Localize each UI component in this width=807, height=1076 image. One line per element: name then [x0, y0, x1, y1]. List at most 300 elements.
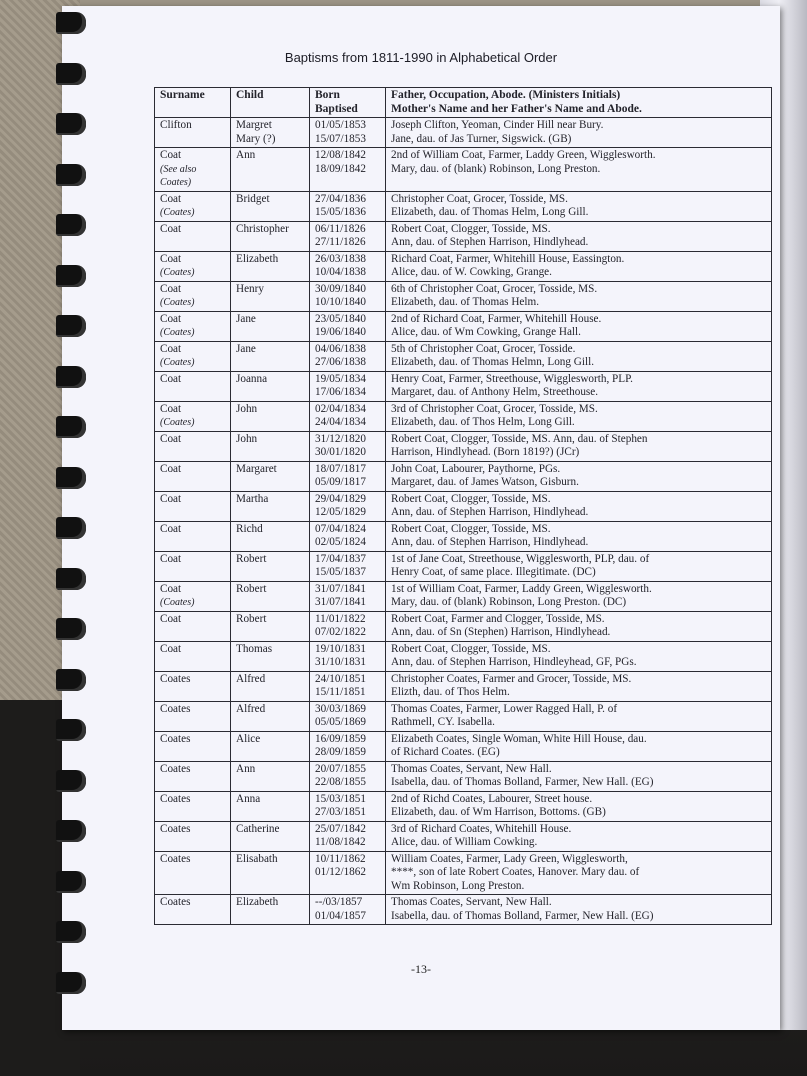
- born-date: 19/10/1831: [315, 642, 366, 655]
- document-page: [62, 6, 780, 1030]
- page-number: -13-: [411, 962, 431, 976]
- table-row: [155, 895, 772, 925]
- cell-surname: [155, 701, 231, 731]
- baptised-date: 27/03/1851: [315, 806, 366, 818]
- parents-detail-line: Elizth, dau. of Thos Helm.: [391, 686, 510, 698]
- binding-ring: [56, 416, 86, 438]
- baptised-date: 07/02/1822: [315, 626, 366, 638]
- baptised-date: 02/05/1824: [315, 536, 366, 548]
- born-date: 10/11/1862: [315, 852, 366, 865]
- cell-parents: [386, 191, 772, 221]
- cell-dates: [310, 311, 386, 341]
- cell-child: [231, 341, 310, 371]
- baptised-date: 11/08/1842: [315, 836, 366, 848]
- cell-child: [231, 701, 310, 731]
- surname-text: Coates: [160, 672, 191, 685]
- cell-parents: [386, 491, 772, 521]
- cell-parents: [386, 641, 772, 671]
- parents-detail-line: 2nd of William Coat, Farmer, Laddy Green, Wigglesworth.: [391, 149, 656, 161]
- surname-text: Coates: [160, 822, 191, 835]
- surname-note: (Coates): [160, 417, 195, 428]
- baptised-date: 18/09/1842: [315, 162, 366, 175]
- parents-detail-line: Isabella, dau. of Thomas Bolland, Farmer, New Hall. (EG): [391, 909, 654, 922]
- child-name: Henry: [236, 282, 264, 295]
- cell-dates: [310, 281, 386, 311]
- cell-parents: [386, 251, 772, 281]
- cell-child: [231, 641, 310, 671]
- parents-detail-line: Elizabeth, dau. of Wm Harrison, Bottoms. (GB): [391, 806, 606, 818]
- child-name: Joanna: [236, 372, 268, 385]
- parents-detail-line: Joseph Clifton, Yeoman, Cinder Hill near Bury.: [391, 119, 604, 131]
- surname-note: (Coates): [160, 357, 195, 368]
- binding-ring: [56, 669, 86, 691]
- header-child: Child: [231, 88, 310, 118]
- parents-detail-line: 3rd of Christopher Coat, Grocer, Tosside, MS.: [391, 402, 598, 415]
- cell-child: [231, 371, 310, 401]
- child-name: John: [236, 402, 258, 415]
- table-row: [155, 521, 772, 551]
- born-date: 25/07/1842: [315, 822, 366, 835]
- header-mother-line: Mother's Name and her Father's Name and Abode.: [391, 102, 642, 115]
- cell-dates: [310, 341, 386, 371]
- baptised-date: 30/01/1820: [315, 446, 366, 458]
- cell-child: [231, 551, 310, 581]
- child-name: Jane: [236, 342, 256, 355]
- cell-parents: [386, 701, 772, 731]
- baptised-date: 15/05/1837: [315, 566, 366, 578]
- cell-dates: [310, 491, 386, 521]
- binding-ring: [56, 164, 86, 186]
- born-date: 26/03/1838: [315, 252, 366, 265]
- cell-surname: [155, 611, 231, 641]
- table-row: [155, 641, 772, 671]
- binding-ring: [56, 517, 86, 539]
- parents-detail-line: Robert Coat, Clogger, Tosside, MS.: [391, 642, 551, 655]
- cell-parents: [386, 221, 772, 251]
- cell-dates: [310, 401, 386, 431]
- cell-child: [231, 671, 310, 701]
- born-date: --/03/1857: [315, 896, 363, 908]
- born-date: 16/09/1859: [315, 732, 366, 745]
- parents-detail-line: Ann, dau. of Stephen Harrison, Hindlyhead.: [391, 236, 589, 248]
- born-date: 18/07/1817: [315, 462, 366, 475]
- born-date: 01/05/1853: [315, 119, 366, 131]
- parents-detail-line: Thomas Coates, Servant, New Hall.: [391, 762, 552, 775]
- table-row: [155, 118, 772, 148]
- parents-detail-line: Jane, dau. of Jas Turner, Sigswick. (GB): [391, 132, 572, 145]
- baptised-date: 15/11/1851: [315, 686, 366, 698]
- cell-child: [231, 895, 310, 925]
- born-date: 30/09/1840: [315, 282, 366, 295]
- born-date: 12/08/1842: [315, 149, 366, 161]
- header-surname: Surname: [155, 88, 231, 118]
- binding-ring: [56, 770, 86, 792]
- cell-dates: [310, 148, 386, 192]
- surname-text: Coat: [160, 402, 182, 415]
- child-name: Elizabeth: [236, 896, 279, 908]
- parents-detail-line: Henry Coat, Farmer, Streethouse, Wigglesworth, PLP.: [391, 372, 633, 385]
- parents-detail-line: Mary, dau. of (blank) Robinson, Long Preston. (DC): [391, 596, 627, 608]
- child-name: Bridget: [236, 192, 270, 205]
- cell-child: [231, 851, 310, 895]
- baptised-date: 28/09/1859: [315, 746, 366, 758]
- parents-detail-line: Alice, dau. of William Cowking.: [391, 836, 538, 848]
- cell-parents: [386, 148, 772, 192]
- baptised-date: 01/04/1857: [315, 909, 366, 922]
- parents-detail-line: Robert Coat, Clogger, Tosside, MS.: [391, 222, 551, 235]
- parents-detail-line: 1st of William Coat, Farmer, Laddy Green, Wigglesworth.: [391, 582, 652, 595]
- binding-ring: [56, 871, 86, 893]
- header-born-baptised: [310, 88, 386, 118]
- surname-text: Coat: [160, 522, 182, 535]
- child-name: Richd: [236, 522, 263, 535]
- cell-child: [231, 431, 310, 461]
- cell-child: [231, 118, 310, 148]
- table-row: [155, 251, 772, 281]
- parents-detail-line: Elizabeth Coates, Single Woman, White Hill House, dau.: [391, 732, 647, 745]
- parents-detail-line: Harrison, Hindlyhead. (Born 1819?) (JCr): [391, 446, 580, 458]
- cell-surname: [155, 281, 231, 311]
- surname-note: (Coates): [160, 327, 195, 338]
- born-date: 20/07/1855: [315, 762, 366, 775]
- header-baptised: Baptised: [315, 102, 358, 115]
- parents-detail-line: Christopher Coat, Grocer, Tosside, MS.: [391, 192, 568, 205]
- child-name: Anna: [236, 792, 261, 805]
- parents-detail-line: ****, son of late Robert Coates, Hanover. Mary dau. of: [391, 866, 640, 878]
- born-date: 07/04/1824: [315, 522, 366, 535]
- surname-text: Coat: [160, 372, 182, 385]
- parents-detail-line: Alice, dau. of Wm Cowking, Grange Hall.: [391, 326, 581, 338]
- parents-detail-line: Elizabeth, dau. of Thomas Helm, Long Gill.: [391, 206, 589, 218]
- cell-surname: [155, 191, 231, 221]
- cell-surname: [155, 895, 231, 925]
- cell-surname: [155, 641, 231, 671]
- cell-surname: [155, 148, 231, 192]
- baptised-date: 01/12/1862: [315, 866, 366, 878]
- cell-surname: [155, 118, 231, 148]
- cell-parents: [386, 895, 772, 925]
- child-name: Alfred: [236, 672, 266, 685]
- parents-detail-line: Robert Coat, Farmer and Clogger, Tosside, MS.: [391, 612, 605, 625]
- parents-detail-line: Wm Robinson, Long Preston.: [391, 879, 525, 892]
- table-row: [155, 551, 772, 581]
- cell-dates: [310, 611, 386, 641]
- spiral-binding: [56, 10, 92, 1030]
- header-parents: [386, 88, 772, 118]
- cell-parents: [386, 281, 772, 311]
- cell-surname: [155, 311, 231, 341]
- cell-parents: [386, 371, 772, 401]
- parents-detail-line: Elizabeth, dau. of Thomas Helmn, Long Gill.: [391, 356, 594, 368]
- cell-dates: [310, 761, 386, 791]
- baptised-date: 15/05/1836: [315, 206, 366, 218]
- child-name: Elisabath: [236, 852, 278, 865]
- surname-text: Coat: [160, 312, 182, 325]
- born-date: 31/12/1820: [315, 432, 366, 445]
- cell-parents: [386, 521, 772, 551]
- surname-note: (Coates): [160, 207, 195, 218]
- cell-surname: [155, 221, 231, 251]
- cell-dates: [310, 701, 386, 731]
- baptised-date: 05/05/1869: [315, 716, 366, 728]
- binding-ring: [56, 315, 86, 337]
- child-name: Alfred: [236, 702, 266, 715]
- header-father-line: Father, Occupation, Abode. (Ministers Initials): [391, 89, 621, 101]
- cell-parents: [386, 431, 772, 461]
- cell-dates: [310, 251, 386, 281]
- surname-text: Coat: [160, 612, 182, 625]
- born-date: 24/10/1851: [315, 672, 366, 685]
- table-row: [155, 701, 772, 731]
- baptised-date: 19/06/1840: [315, 326, 366, 338]
- cell-parents: [386, 401, 772, 431]
- parents-detail-line: Mary, dau. of (blank) Robinson, Long Preston.: [391, 162, 601, 175]
- born-date: 23/05/1840: [315, 312, 366, 325]
- table-row: [155, 581, 772, 611]
- cell-surname: [155, 491, 231, 521]
- cell-child: [231, 611, 310, 641]
- cell-child: [231, 521, 310, 551]
- parents-detail-line: Christopher Coates, Farmer and Grocer, Tosside, MS.: [391, 672, 632, 685]
- cell-surname: [155, 521, 231, 551]
- cell-dates: [310, 551, 386, 581]
- baptised-date: 10/04/1838: [315, 266, 366, 278]
- surname-text: Coat: [160, 252, 182, 265]
- table-row: [155, 821, 772, 851]
- surname-text: Coat: [160, 432, 182, 445]
- child-name: Margaret: [236, 462, 277, 475]
- binding-ring: [56, 366, 86, 388]
- baptised-date: 27/11/1826: [315, 236, 366, 248]
- child-name: Ann: [236, 762, 256, 775]
- baptised-date: 24/04/1834: [315, 416, 366, 428]
- child-name: Jane: [236, 312, 256, 325]
- cell-surname: [155, 851, 231, 895]
- surname-text: Coates: [160, 852, 191, 865]
- surname-text: Coat: [160, 222, 182, 235]
- parents-detail-line: Margaret, dau. of James Watson, Gisburn.: [391, 476, 579, 488]
- cell-child: [231, 191, 310, 221]
- parents-detail-line: 6th of Christopher Coat, Grocer, Tosside, MS.: [391, 282, 598, 295]
- born-date: 06/11/1826: [315, 222, 366, 235]
- parents-detail-line: Ann, dau. of Stephen Harrison, Hindlyhead.: [391, 506, 589, 518]
- parents-detail-line: John Coat, Labourer, Paythorne, PGs.: [391, 462, 561, 475]
- parents-detail-line: Henry Coat, of same place. Illegitimate. (DC): [391, 566, 596, 578]
- cell-parents: [386, 851, 772, 895]
- cell-child: [231, 761, 310, 791]
- binding-ring: [56, 618, 86, 640]
- cell-parents: [386, 341, 772, 371]
- binding-ring: [56, 113, 86, 135]
- binding-ring: [56, 214, 86, 236]
- cell-surname: [155, 251, 231, 281]
- surname-text: Coat: [160, 552, 182, 565]
- surname-note: (See also Coates): [160, 163, 197, 188]
- binding-ring: [56, 12, 86, 34]
- born-date: 19/05/1834: [315, 372, 366, 385]
- cell-dates: [310, 895, 386, 925]
- born-date: 04/06/1838: [315, 342, 366, 355]
- born-date: 02/04/1834: [315, 402, 366, 415]
- cell-surname: [155, 461, 231, 491]
- cell-child: [231, 821, 310, 851]
- baptised-date: 15/07/1853: [315, 132, 366, 145]
- cell-parents: [386, 761, 772, 791]
- baptised-date: 17/06/1834: [315, 386, 366, 398]
- surname-text: Coates: [160, 896, 191, 908]
- table-row: [155, 311, 772, 341]
- binding-ring: [56, 568, 86, 590]
- born-date: 17/04/1837: [315, 552, 366, 565]
- cell-surname: [155, 791, 231, 821]
- baptised-date: 22/08/1855: [315, 776, 366, 788]
- table-row: [155, 221, 772, 251]
- cell-parents: [386, 311, 772, 341]
- parents-detail-line: Robert Coat, Clogger, Tosside, MS.: [391, 522, 551, 535]
- surname-text: Clifton: [160, 119, 192, 131]
- table-row: [155, 401, 772, 431]
- cell-parents: [386, 611, 772, 641]
- child-name: Ann: [236, 149, 256, 161]
- parents-detail-line: Rathmell, CY. Isabella.: [391, 716, 495, 728]
- table-row: [155, 148, 772, 192]
- table-row: [155, 461, 772, 491]
- parents-detail-line: Margaret, dau. of Anthony Helm, Streethouse.: [391, 386, 599, 398]
- baptised-date: 05/09/1817: [315, 476, 366, 488]
- baptised-date: 31/10/1831: [315, 656, 366, 668]
- cell-surname: [155, 401, 231, 431]
- cell-child: [231, 148, 310, 192]
- table-row: [155, 281, 772, 311]
- surname-text: Coat: [160, 462, 182, 475]
- surname-text: Coates: [160, 762, 191, 775]
- cell-parents: [386, 821, 772, 851]
- binding-ring: [56, 719, 86, 741]
- parents-detail-line: 3rd of Richard Coates, Whitehill House.: [391, 822, 572, 835]
- parents-detail-line: Ann, dau. of Stephen Harrison, Hindlyhead.: [391, 536, 589, 548]
- cell-surname: [155, 431, 231, 461]
- born-date: 27/04/1836: [315, 192, 366, 205]
- surname-text: Coat: [160, 149, 182, 161]
- header-born: Born: [315, 89, 340, 101]
- parents-detail-line: Elizabeth, dau. of Thomas Helm.: [391, 296, 539, 308]
- cell-surname: [155, 731, 231, 761]
- surname-note: (Coates): [160, 267, 195, 278]
- cell-dates: [310, 521, 386, 551]
- parents-detail-line: Richard Coat, Farmer, Whitehill House, Eassington.: [391, 252, 625, 265]
- baptised-date: 31/07/1841: [315, 596, 366, 608]
- cell-dates: [310, 731, 386, 761]
- table-row: [155, 791, 772, 821]
- surname-text: Coat: [160, 582, 182, 595]
- surname-text: Coat: [160, 342, 182, 355]
- child-name: Robert: [236, 552, 267, 565]
- binding-ring: [56, 921, 86, 943]
- child-name: Christopher: [236, 222, 289, 235]
- table-header-row: [155, 88, 772, 118]
- cell-dates: [310, 791, 386, 821]
- parents-detail-line: Isabella, dau. of Thomas Bolland, Farmer, New Hall. (EG): [391, 776, 654, 788]
- cell-surname: [155, 581, 231, 611]
- born-date: 15/03/1851: [315, 792, 366, 805]
- table-row: [155, 491, 772, 521]
- child-second-name: Mary (?): [236, 132, 276, 145]
- surname-text: Coates: [160, 732, 191, 745]
- parents-detail-line: 1st of Jane Coat, Streethouse, Wigglesworth, PLP, dau. of: [391, 552, 650, 565]
- cell-dates: [310, 851, 386, 895]
- table-row: [155, 611, 772, 641]
- child-name: Alice: [236, 732, 261, 745]
- cell-parents: [386, 791, 772, 821]
- cell-dates: [310, 671, 386, 701]
- child-name: John: [236, 432, 258, 445]
- baptised-date: 10/10/1840: [315, 296, 366, 308]
- baptised-date: 12/05/1829: [315, 506, 366, 518]
- cell-dates: [310, 118, 386, 148]
- cell-surname: [155, 671, 231, 701]
- child-name: Catherine: [236, 822, 280, 835]
- binding-ring: [56, 972, 86, 994]
- cell-dates: [310, 191, 386, 221]
- baptised-date: 27/06/1838: [315, 356, 366, 368]
- surname-note: (Coates): [160, 297, 195, 308]
- cell-child: [231, 401, 310, 431]
- parents-detail-line: 5th of Christopher Coat, Grocer, Tosside.: [391, 342, 576, 355]
- born-date: 31/07/1841: [315, 582, 366, 595]
- cell-surname: [155, 371, 231, 401]
- cell-child: [231, 461, 310, 491]
- surname-text: Coat: [160, 282, 182, 295]
- surname-text: Coates: [160, 702, 191, 715]
- table-row: [155, 671, 772, 701]
- cell-dates: [310, 641, 386, 671]
- parents-detail-line: 2nd of Richard Coat, Farmer, Whitehill House.: [391, 312, 602, 325]
- parents-detail-line: Ann, dau. of Stephen Harrison, Hindleyhead, GF, PGs.: [391, 656, 637, 668]
- table-row: [155, 341, 772, 371]
- parents-detail-line: Thomas Coates, Farmer, Lower Ragged Hall, P. of: [391, 702, 618, 715]
- born-date: 30/03/1869: [315, 702, 366, 715]
- table-body: [155, 118, 772, 925]
- cell-child: [231, 791, 310, 821]
- table-row: [155, 371, 772, 401]
- surname-text: Coat: [160, 492, 182, 505]
- born-date: 11/01/1822: [315, 612, 366, 625]
- cell-child: [231, 251, 310, 281]
- child-name: Margret: [236, 119, 272, 131]
- cell-child: [231, 281, 310, 311]
- table-row: [155, 761, 772, 791]
- parents-detail-line: Elizabeth, dau. of Thos Helm, Long Gill.: [391, 416, 575, 428]
- child-name: Robert: [236, 612, 267, 625]
- child-name: Elizabeth: [236, 252, 279, 265]
- born-date: 29/04/1829: [315, 492, 366, 505]
- cell-dates: [310, 461, 386, 491]
- child-name: Thomas: [236, 642, 273, 655]
- table-row: [155, 731, 772, 761]
- cell-dates: [310, 221, 386, 251]
- child-name: Martha: [236, 492, 269, 505]
- cell-child: [231, 221, 310, 251]
- cell-surname: [155, 341, 231, 371]
- cell-child: [231, 581, 310, 611]
- cell-parents: [386, 581, 772, 611]
- parents-detail-line: Ann, dau. of Sn (Stephen) Harrison, Hindlyhead.: [391, 626, 611, 638]
- binding-ring: [56, 820, 86, 842]
- parents-detail-line: Thomas Coates, Servant, New Hall.: [391, 896, 552, 908]
- cell-dates: [310, 371, 386, 401]
- parents-detail-line: Robert Coat, Clogger, Tosside, MS. Ann, dau. of Stephen: [391, 432, 648, 445]
- cell-child: [231, 491, 310, 521]
